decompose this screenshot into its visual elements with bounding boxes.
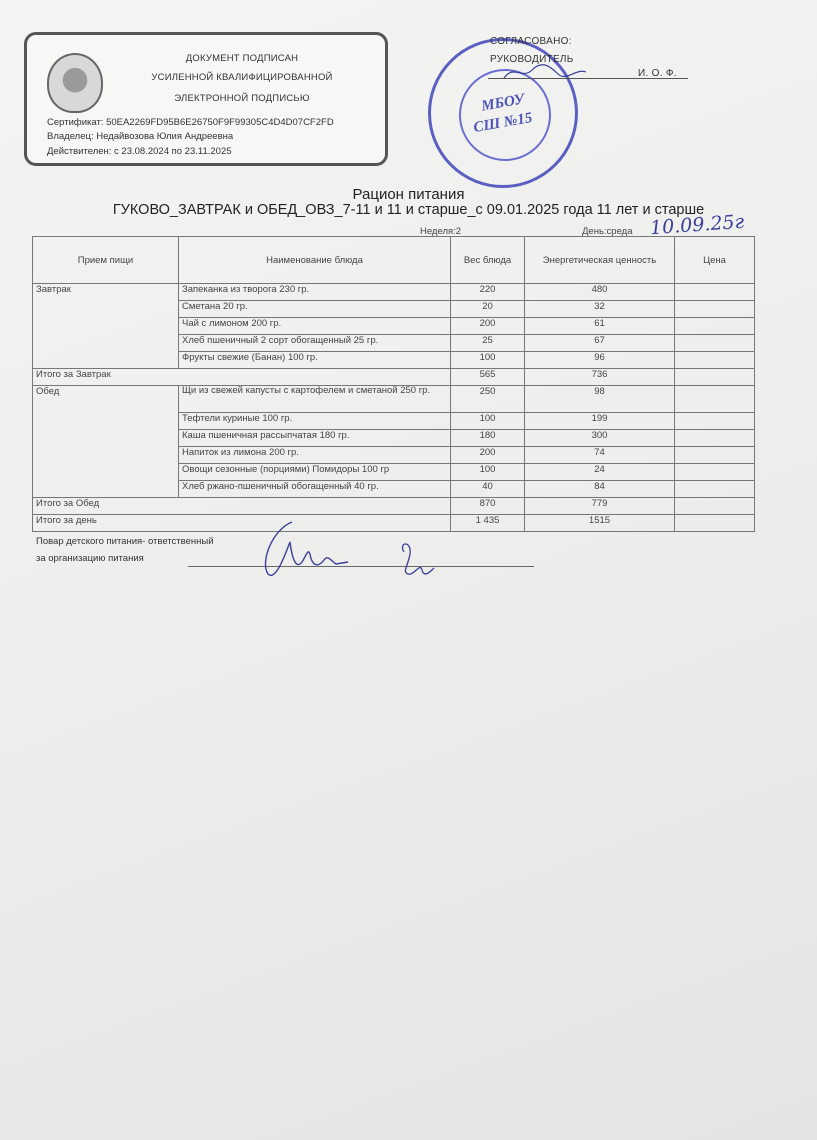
dish-weight: 100 bbox=[451, 464, 525, 481]
dish-name: Хлеб ржано-пшеничный обогащенный 40 гр. bbox=[179, 481, 451, 498]
ecp-owner: Владелец: Недайвозова Юлия Андреевна bbox=[47, 131, 234, 142]
document-subtitle: ГУКОВО_ЗАВТРАК и ОБЕД_ОВЗ_7-11 и 11 и старше_с 09.01.2025 года 11 лет и старше bbox=[112, 202, 705, 218]
col-energy: Энергетическая ценность bbox=[525, 237, 675, 284]
approval-head: РУКОВОДИТЕЛЬ bbox=[490, 54, 574, 65]
ecp-line-2: УСИЛЕННОЙ КВАЛИФИЦИРОВАННОЙ bbox=[151, 72, 333, 83]
dish-energy: 24 bbox=[525, 464, 675, 481]
table-row bbox=[33, 386, 755, 413]
handwritten-date: 10.09.25г bbox=[649, 210, 745, 240]
dish-name: Сметана 20 гр. bbox=[179, 301, 451, 318]
dish-name: Тефтели куриные 100 гр. bbox=[179, 413, 451, 430]
dish-energy: 61 bbox=[525, 318, 675, 335]
dish-name: Каша пшеничная рассыпчатая 180 гр. bbox=[179, 430, 451, 447]
dish-price bbox=[675, 447, 755, 464]
table-row bbox=[33, 284, 755, 301]
lunch-total-weight: 870 bbox=[451, 498, 525, 515]
ecp-line-1: ДОКУМЕНТ ПОДПИСАН bbox=[185, 53, 299, 64]
stamp-line-1: МБОУ bbox=[480, 91, 526, 115]
dish-weight: 100 bbox=[451, 413, 525, 430]
col-meal: Прием пищи bbox=[33, 237, 179, 284]
approval-initials: И. О. Ф. bbox=[638, 68, 677, 79]
breakfast-total-label: Итого за Завтрак bbox=[33, 369, 451, 386]
dish-price bbox=[675, 430, 755, 447]
day-label: День:среда bbox=[582, 226, 633, 237]
dish-price bbox=[675, 481, 755, 498]
dish-energy: 67 bbox=[525, 335, 675, 352]
dish-weight: 200 bbox=[451, 318, 525, 335]
dish-name: Щи из свежей капусты с картофелем и сметаной 250 гр. bbox=[179, 386, 451, 413]
dish-name: Запеканка из творога 230 гр. bbox=[179, 284, 451, 301]
col-price: Цена bbox=[675, 237, 755, 284]
dish-name: Фрукты свежие (Банан) 100 гр. bbox=[179, 352, 451, 369]
dish-price bbox=[675, 335, 755, 352]
dish-price bbox=[675, 318, 755, 335]
dish-energy: 32 bbox=[525, 301, 675, 318]
breakfast-total-energy: 736 bbox=[525, 369, 675, 386]
dish-price bbox=[675, 464, 755, 481]
dish-weight: 20 bbox=[451, 301, 525, 318]
dish-energy: 96 bbox=[525, 352, 675, 369]
dish-price bbox=[675, 386, 755, 413]
dish-name: Чай с лимоном 200 гр. bbox=[179, 318, 451, 335]
day-total-weight: 1 435 bbox=[451, 515, 525, 532]
dish-energy: 199 bbox=[525, 413, 675, 430]
breakfast-total-price bbox=[675, 369, 755, 386]
dish-price bbox=[675, 301, 755, 318]
breakfast-total-weight: 565 bbox=[451, 369, 525, 386]
day-total-price bbox=[675, 515, 755, 532]
week-label: Неделя:2 bbox=[420, 226, 462, 237]
dish-weight: 250 bbox=[451, 386, 525, 413]
lunch-total-price bbox=[675, 498, 755, 515]
ecp-certificate: Сертификат: 50EA2269FD95B6E26750F9F99305C4D4D07CF2FD bbox=[47, 117, 334, 128]
ration-table bbox=[32, 236, 755, 532]
cook-signature bbox=[252, 512, 442, 584]
day-total-energy: 1515 bbox=[525, 515, 675, 532]
dish-energy: 74 bbox=[525, 447, 675, 464]
dish-weight: 200 bbox=[451, 447, 525, 464]
dish-energy: 480 bbox=[525, 284, 675, 301]
ecp-line-3: ЭЛЕКТРОННОЙ ПОДПИСЬЮ bbox=[174, 93, 310, 104]
meal-lunch: Обед bbox=[33, 386, 179, 498]
footer-line-2: за организацию питания bbox=[36, 553, 144, 564]
dish-energy: 84 bbox=[525, 481, 675, 498]
footer-line-1: Повар детского питания- ответственный bbox=[36, 536, 214, 547]
meal-breakfast: Завтрак bbox=[33, 284, 179, 369]
dish-energy: 300 bbox=[525, 430, 675, 447]
dish-price bbox=[675, 284, 755, 301]
dish-weight: 220 bbox=[451, 284, 525, 301]
approval-agreed: СОГЛАСОВАНО: bbox=[490, 36, 572, 47]
ecp-valid: Действителен: с 23.08.2024 по 23.11.2025 bbox=[47, 146, 232, 157]
dish-price bbox=[675, 352, 755, 369]
dish-name: Напиток из лимона 200 гр. bbox=[179, 447, 451, 464]
electronic-signature-block bbox=[24, 32, 388, 166]
lunch-total-label: Итого за Обед bbox=[33, 498, 451, 515]
coat-of-arms-icon bbox=[47, 53, 103, 113]
dish-weight: 180 bbox=[451, 430, 525, 447]
dish-name: Хлеб пшеничный 2 сорт обогащенный 25 гр. bbox=[179, 335, 451, 352]
col-weight: Вес блюда bbox=[451, 237, 525, 284]
day-total-label: Итого за день bbox=[33, 515, 451, 532]
dish-weight: 40 bbox=[451, 481, 525, 498]
dish-energy: 98 bbox=[525, 386, 675, 413]
document-title: Рацион питания bbox=[352, 186, 465, 203]
head-signature bbox=[500, 60, 590, 84]
dish-name: Овощи сезонные (порциями) Помидоры 100 гр bbox=[179, 464, 451, 481]
stamp-line-2: СШ №15 bbox=[472, 109, 534, 137]
dish-price bbox=[675, 413, 755, 430]
breakfast-total-row bbox=[33, 369, 755, 386]
lunch-total-energy: 779 bbox=[525, 498, 675, 515]
table-header-row bbox=[33, 237, 755, 284]
dish-weight: 100 bbox=[451, 352, 525, 369]
dish-weight: 25 bbox=[451, 335, 525, 352]
col-dish: Наименование блюда bbox=[179, 237, 451, 284]
